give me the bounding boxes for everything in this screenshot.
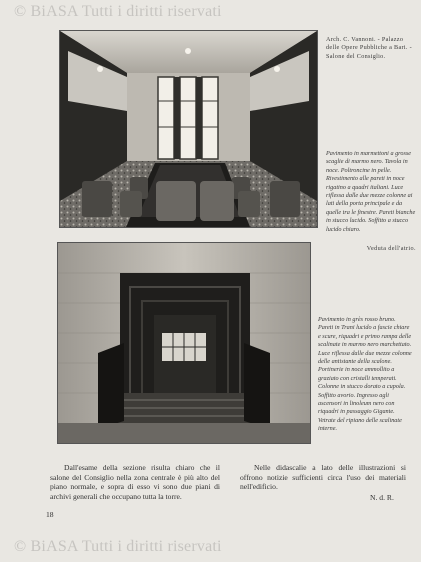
caption-bottom-body: Pavimento in grès rosso bruno. Pareti in Trani lucido a fascie chiare e scure, riquadri e primo rampa delle scalinate in marmo nero marchettato. Luce riflessa dalle due mezze colonne delle antistante della scalone. Portinerie in noce ammollito a graziato con cristalli temperati. Colonne in stucco dorato a cupola. Soffitto avorio. Ingresso agli ascensori in linoleum nero con riquadri in passaggio Gigante. Vetrate del ripiano delle scalinate interne. (318, 316, 412, 433)
photo-council-hall (59, 30, 318, 228)
watermark-top: © BiASA Tutti i diritti riservati (14, 3, 222, 20)
body-text-left: Dall'esame della sezione risulta chiaro che il salone del Consiglio nella zona centrale è più alto del piano normale, e sopra di esso vi sono due piani di archivi generali che occupano tutta la torre. (50, 463, 220, 501)
caption-bottom-title: Veduta dell'atrio. (366, 245, 416, 252)
photo-atrium (57, 242, 311, 444)
atrium-image (58, 243, 310, 443)
editorial-signature: N. d. R. (370, 493, 394, 502)
caption-top-body: Pavimento in marmettoni a grosse scaglie di marmo nero. Tavola in noce. Poltroncine in pelle. Rivestimento alle pareti in noce rigatino a quadri italiani. Luce riflessa dalle due mezze colonne ai lati della porta principale e da quelle tra le finestre. Pareti bianche in stucco lucido. Soffitto a stucco lucido chiaro. (326, 150, 416, 233)
council-hall-image (60, 31, 317, 227)
page-number: 18 (46, 510, 54, 519)
body-text-right: Nelle didascalie a lato delle illustrazioni si offrono notizie sufficienti circa l'uso dei materiali nell'edificio. (240, 463, 406, 492)
watermark-bottom: © BiASA Tutti i diritti riservati (14, 538, 222, 555)
caption-top-title: Arch. C. Vannoni. - Palazzo delle Opere Pubbliche a Bari. - Salone del Consiglio. (326, 36, 412, 60)
